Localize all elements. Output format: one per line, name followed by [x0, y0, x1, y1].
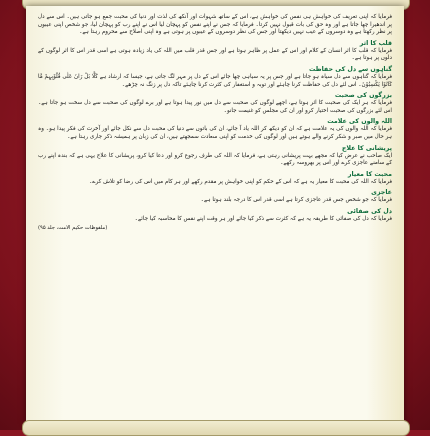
section-text: فرمایا کہ قلب کا اثر انسان کے کلام اور اس کے عمل پر ظاہر ہوتا ہے اور جس قدر قلب میں اللہ کی یاد زیادہ ہوتی ہے اسی قدر اس کا اثر لوگوں کے دلوں پر ہوتا ہے۔ [38, 47, 392, 62]
section-heading: اللہ والوں کی علامت [327, 118, 392, 126]
section-heading: دل کی صفائی [347, 207, 392, 215]
section-heading: پریشانی کا علاج [341, 144, 392, 152]
section-text: فرمایا کہ گناہوں سے دل سیاہ ہو جاتا ہے اور جس پر یہ سیاہی چھا جائے اس کے دل پر مہر لگ جاتی ہے، جیسا کہ ارشاد ہے کَلَّا بَلْ رَانَ عَلٰی قُلُوْبِہِمْ مَّا کَانُوْا یَکْسِبُوْنَ۔ اس لئے دل کی حفاظت کرنا چاہئے اور توبہ و استغفار کی کثرت کرنا چاہئے تاکہ دل پر زنگ نہ چڑھے۔ [38, 73, 392, 88]
paragraph-intro: فرمایا کہ اپنی تعریف کی خواہش ہی نفس کی خواہش ہے، اس کے ساتھ شہوات اور آنکھ کی لذت اور دنیا کی محبت جمع ہو جاتی ہیں۔ اس سے دل پر اندھیرا چھا جاتا ہے اور وہ حق کی بات قبول نہیں کرتا۔ فرمایا کہ جس نے اپنے نفس کو پہچان لیا اس نے اپنے رب کو پہچان لیا، جو شخص اپنی عیبوں پر نظر رکھتا ہے وہ دوسروں کے عیب نہیں دیکھتا اور جس کی نظر دوسروں کے عیبوں پر ہوتی ہے وہ اپنی اصلاح سے محروم رہتا ہے۔ [38, 14, 392, 36]
section-heading: بزرگوں کی صحبت [334, 92, 392, 100]
section-heading: گناہوں سے دل کی حفاظت [308, 65, 392, 73]
page-content [26, 6, 404, 236]
section-heading: عاجزی [371, 189, 392, 197]
section-text: ایک صاحب نے عرض کیا کہ مجھے بہت پریشانی رہتی ہے، فرمایا کہ اللہ کی طرف رجوع کرو اور دعا کیا کرو، پریشانی کا علاج یہی ہے کہ بندہ اپنے رب کے سامنے عاجزی کرے اور اس پر بھروسہ رکھے۔ [38, 152, 392, 167]
section-heading: قلب کا اثر [359, 39, 392, 47]
section-text: فرمایا کہ جو شخص جس قدر عاجزی کرتا ہے اسی قدر اس کا درجہ بلند ہوتا ہے۔ [200, 197, 392, 204]
scroll-roll-bottom [22, 420, 410, 436]
parchment-page[interactable] [26, 6, 404, 424]
section-text: فرمایا کہ اللہ کی محبت کا معیار یہ ہے کہ اس کے حکم کو اپنی خواہش پر مقدم رکھے اور ہر کام میں اس کی رضا کو تلاش کرے۔ [89, 178, 392, 185]
section-heading: محبت کا معیار [347, 170, 392, 178]
section-text: فرمایا کہ ہر ایک کی صحبت کا اثر ہوتا ہے، اچھے لوگوں کی صحبت سے دل میں نور پیدا ہوتا ہے اور برے لوگوں کی صحبت سے دل سخت ہو جاتا ہے۔ اس لئے بزرگوں کی صحبت اختیار کرو اور ان کی مجلس کو غنیمت جانو۔ [38, 100, 392, 114]
section-text: فرمایا کہ اللہ والوں کی یہ علامت ہے کہ ان کو دیکھ کر اللہ یاد آ جائے، ان کی باتوں سے دنیا کی محبت دل سے نکل جائے اور آخرت کی فکر پیدا ہو۔ وہ ہر حال میں صبر و شکر کرنے والے ہوتے ہیں اور لوگوں کی خدمت کو اپنی سعادت سمجھتے ہیں، ان کی زبان پر ہمیشہ ذکر جاری رہتا ہے۔ [38, 126, 392, 140]
section-text: فرمایا کہ دل کی صفائی کا طریقہ یہ ہے کہ کثرت سے ذکر کیا جائے اور ہر وقت اپنے نفس کا محاسبہ کیا جائے۔ [134, 215, 392, 222]
source-reference: (ملفوظات حکیم الامت، جلد ۹۵) [38, 224, 108, 231]
